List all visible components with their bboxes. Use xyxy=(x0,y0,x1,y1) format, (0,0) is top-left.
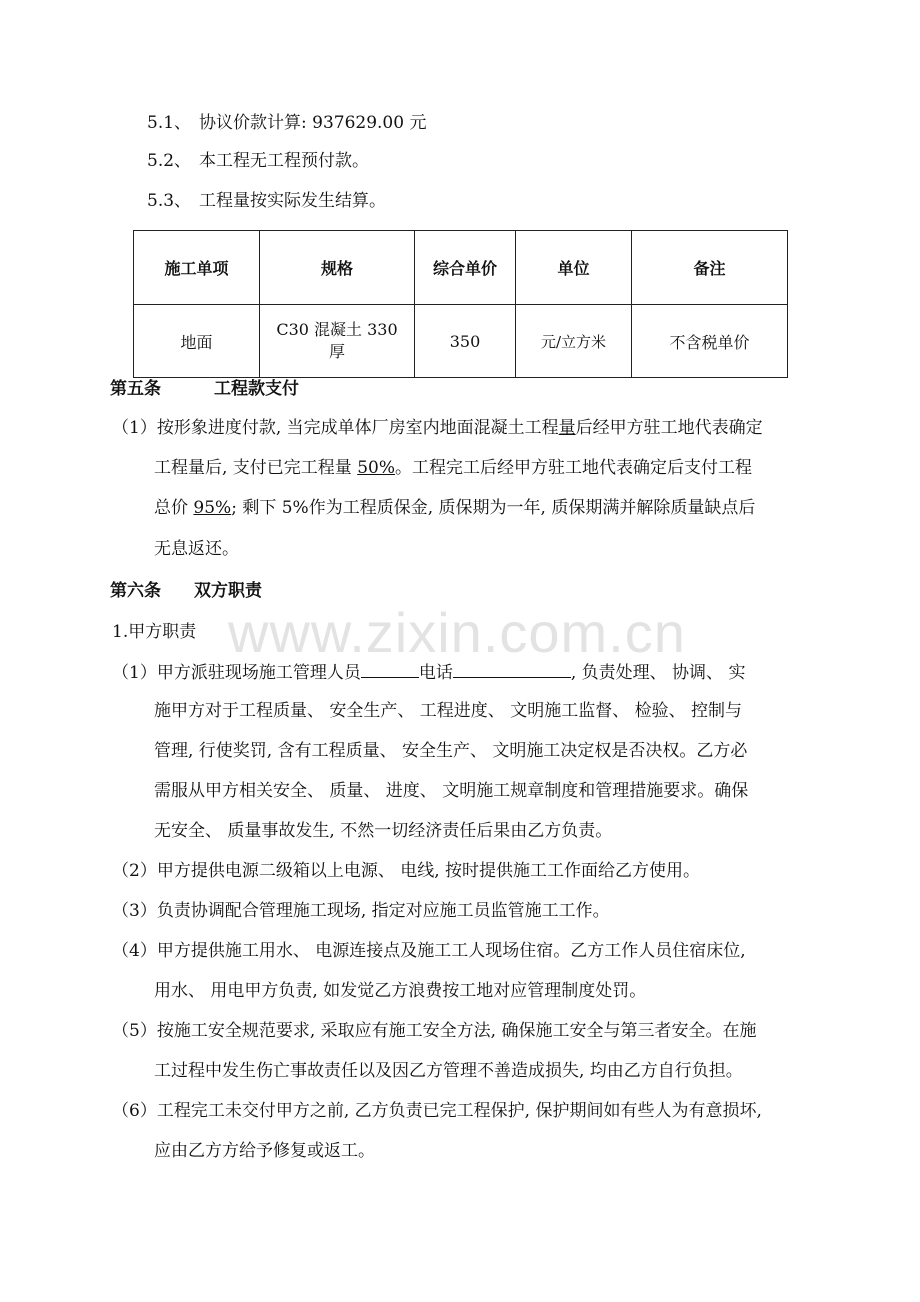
article-6-item-3 xyxy=(112,899,610,923)
article-6-item-6-line-1 xyxy=(112,1099,762,1123)
spec-table xyxy=(133,230,788,378)
article-6-item-5-line-1 xyxy=(112,1019,756,1043)
clause-5-3 xyxy=(147,189,386,213)
paragraph-text: 工程完工未交付甲方之前, 乙方负责已完工程保护, 保护期间如有些人为有意损坏, xyxy=(156,1101,762,1121)
item-marker: （2） xyxy=(112,861,157,881)
article-5-item-1-line-2 xyxy=(154,456,752,480)
underlined-text: 95% xyxy=(193,498,232,518)
article-6-item-6-line-2: 应由乙方方给予修复或返工。 xyxy=(154,1141,375,1161)
article-6-item-2 xyxy=(112,859,700,883)
blank-field xyxy=(453,659,571,678)
paragraph-text: 按形象进度付款, 当完成单体厂房室内地面混凝土工程 xyxy=(156,418,559,438)
article-5-item-1-line-1 xyxy=(112,416,763,440)
article-number: 第六条 xyxy=(110,581,161,601)
clause-text: 本工程无工程预付款。 xyxy=(199,151,369,171)
clause-5-2 xyxy=(147,149,369,173)
item-marker: （5） xyxy=(112,1021,157,1041)
item-marker: （1） xyxy=(112,663,157,683)
paragraph-text: 总价 xyxy=(154,498,194,518)
table-row xyxy=(134,305,788,378)
table-header-row xyxy=(134,231,788,305)
paragraph-text: 甲方提供电源二级箱以上电源、 电线, 按时提供施工工作面给乙方使用。 xyxy=(156,861,701,881)
table-cell: 350 xyxy=(415,305,516,378)
item-marker: （4） xyxy=(112,941,157,961)
clause-5-1 xyxy=(147,111,426,135)
paragraph-text: 电话 xyxy=(418,663,453,683)
subsection-heading: 1.甲方职责 xyxy=(112,622,197,642)
item-marker: （6） xyxy=(112,1101,157,1121)
article-6-item-1-line-2: 施甲方对于工程质量、 安全生产、 工程进度、 文明施工监督、 检验、 控制与 xyxy=(154,701,743,721)
table-header-cell: 施工单项 xyxy=(134,231,260,305)
article-5-item-1-line-4 xyxy=(154,537,239,561)
paragraph-text: , 负责处理、 协调、 实 xyxy=(570,663,746,683)
paragraph-text: ; 剩下 5%作为工程质保金, 质保期为一年, 质保期满并解除质量缺点后 xyxy=(231,498,756,518)
table-header-cell: 单位 xyxy=(516,231,632,305)
article-6-item-4-line-2: 用水、 用电甲方负责, 如发觉乙方浪费按工地对应管理制度处罚。 xyxy=(154,981,647,1001)
clause-number: 5.2、 xyxy=(147,151,192,171)
article-6-item-4-line-1 xyxy=(112,939,746,963)
article-title: 工程款支付 xyxy=(214,379,299,399)
clause-number: 5.1、 xyxy=(147,113,192,133)
article-6-item-1-line-3: 管理, 行使奖罚, 含有工程质量、 安全生产、 文明施工决定权是否决权。乙方必 xyxy=(154,741,748,761)
item-marker: （1） xyxy=(112,418,157,438)
underlined-text: 50% xyxy=(357,458,396,478)
item-marker: （3） xyxy=(112,901,157,921)
table-header-cell: 规格 xyxy=(260,231,415,305)
article-6-item-1-line-1 xyxy=(112,659,745,685)
article-6-item-5-line-2: 工过程中发生伤亡事故责任以及因乙方管理不善造成损失, 均由乙方自行负担。 xyxy=(154,1061,743,1081)
underlined-text: 量 xyxy=(558,418,576,438)
table-cell: 元/立方米 xyxy=(516,305,632,378)
article-6-heading xyxy=(110,579,262,603)
paragraph-text: 后经甲方驻工地代表确定 xyxy=(575,418,763,438)
article-title: 双方职责 xyxy=(194,581,262,601)
clause-text: 工程量按实际发生结算。 xyxy=(199,191,386,211)
paragraph-text: 。工程完工后经甲方驻工地代表确定后支付工程 xyxy=(395,458,753,478)
article-5-heading xyxy=(110,377,299,401)
article-5-item-1-line-3 xyxy=(154,496,755,520)
article-6-item-1-line-4: 需服从甲方相关安全、 质量、 进度、 文明施工规章制度和管理措施要求。确保 xyxy=(154,781,749,801)
table-cell: 不含税单价 xyxy=(632,305,788,378)
clause-number: 5.3、 xyxy=(147,191,192,211)
table-header-cell: 备注 xyxy=(632,231,788,305)
paragraph-text: 工程量后, 支付已完工程量 xyxy=(154,458,358,478)
watermark: www.zixin.com.cn xyxy=(228,601,686,664)
table-cell: C30 混凝土 330 厚 xyxy=(260,305,415,378)
blank-field xyxy=(361,659,419,678)
table-cell: 地面 xyxy=(134,305,260,378)
paragraph-text: 负责协调配合管理施工现场, 指定对应施工员监管施工工作。 xyxy=(156,901,610,921)
table-header-cell: 综合单价 xyxy=(415,231,516,305)
paragraph-text: 无息返还。 xyxy=(154,539,239,559)
clause-text: 协议价款计算: 937629.00 元 xyxy=(199,113,427,133)
article-number: 第五条 xyxy=(110,379,161,399)
paragraph-text: 甲方派驻现场施工管理人员 xyxy=(156,663,361,683)
paragraph-text: 按施工安全规范要求, 采取应有施工安全方法, 确保施工安全与第三者安全。在施 xyxy=(156,1021,757,1041)
article-6-item-1-line-5: 无安全、 质量事故发生, 不然一切经济责任后果由乙方负责。 xyxy=(154,821,613,841)
paragraph-text: 甲方提供施工用水、 电源连接点及施工工人现场住宿。乙方工作人员住宿床位, xyxy=(156,941,746,961)
